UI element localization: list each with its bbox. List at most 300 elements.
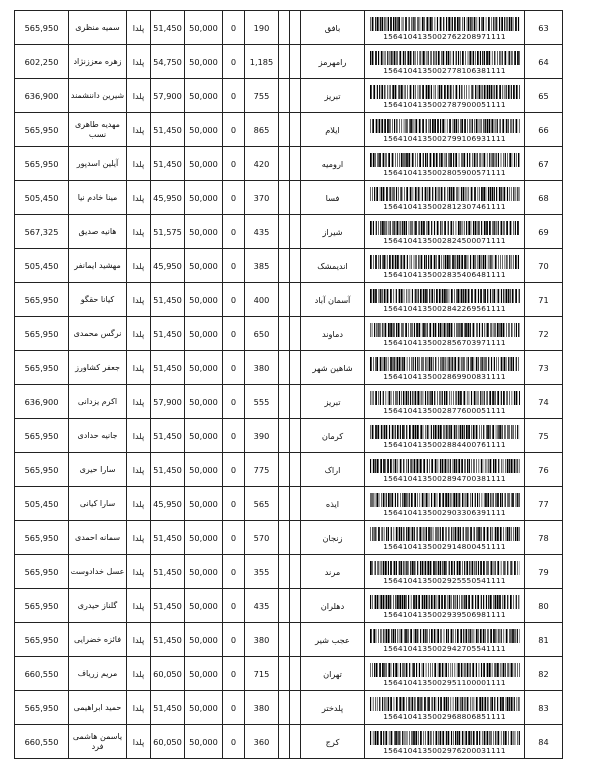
tracking-code-text: 1564104135002951100001111: [383, 678, 506, 687]
weight-cell: 555: [245, 385, 279, 419]
weight-cell: 385: [245, 249, 279, 283]
row-number-cell: 83: [525, 691, 563, 725]
tracking-code-text: 1564104135002942705541111: [383, 644, 506, 653]
zero-cell: 0: [223, 385, 245, 419]
table-row: [15, 589, 563, 623]
recipient-name-cell: اکرم یزدانی: [69, 385, 127, 419]
total-cell: 505,450: [15, 487, 69, 521]
zero-cell: 0: [223, 181, 245, 215]
total-cell: 565,950: [15, 113, 69, 147]
recipient-name-cell: هانیه صدیق: [69, 215, 127, 249]
amount-cell: 51,450: [151, 351, 185, 385]
amount-cell: 51,450: [151, 113, 185, 147]
total-cell: 636,900: [15, 385, 69, 419]
city-cell: تبریز: [301, 79, 365, 113]
tracking-code-cell: [365, 589, 525, 623]
tracking-code-text: 1564104135002884400761111: [383, 440, 506, 449]
base-fee-cell: 50,000: [185, 725, 223, 759]
zero-cell: 0: [223, 453, 245, 487]
table-row: [15, 555, 563, 589]
amount-cell: 51,450: [151, 521, 185, 555]
empty-cell: [279, 317, 290, 351]
empty-cell: [290, 589, 301, 623]
row-number-cell: 78: [525, 521, 563, 555]
amount-cell: 51,450: [151, 283, 185, 317]
empty-cell: [290, 657, 301, 691]
tracking-code-text: 1564104135002824500071111: [383, 236, 506, 245]
tracking-code-cell: [365, 521, 525, 555]
barcode-graphic: [370, 119, 520, 133]
total-cell: 567,325: [15, 215, 69, 249]
city-cell: کرمان: [301, 419, 365, 453]
zero-cell: 0: [223, 249, 245, 283]
tracking-code-cell: [365, 487, 525, 521]
amount-cell: 51,450: [151, 555, 185, 589]
empty-cell: [290, 623, 301, 657]
service-type-cell: پلدا: [127, 283, 151, 317]
zero-cell: 0: [223, 113, 245, 147]
weight-cell: 400: [245, 283, 279, 317]
city-cell: مرند: [301, 555, 365, 589]
tracking-code-cell: [365, 249, 525, 283]
tracking-code-cell: [365, 181, 525, 215]
empty-cell: [279, 589, 290, 623]
service-type-cell: پلدا: [127, 215, 151, 249]
weight-cell: 435: [245, 589, 279, 623]
service-type-cell: پلدا: [127, 11, 151, 45]
recipient-name-cell: مهدیه طاهری نسب: [69, 113, 127, 147]
service-type-cell: پلدا: [127, 181, 151, 215]
total-cell: 565,950: [15, 11, 69, 45]
amount-cell: 51,575: [151, 215, 185, 249]
table-row: [15, 317, 563, 351]
city-cell: ایذه: [301, 487, 365, 521]
weight-cell: 420: [245, 147, 279, 181]
amount-cell: 51,450: [151, 11, 185, 45]
weight-cell: 570: [245, 521, 279, 555]
tracking-code-text: 1564104135002894700381111: [383, 474, 506, 483]
table-row: [15, 725, 563, 759]
empty-cell: [290, 385, 301, 419]
barcode-graphic: [370, 663, 520, 677]
total-cell: 565,950: [15, 555, 69, 589]
empty-cell: [290, 351, 301, 385]
table-row: [15, 453, 563, 487]
barcode-graphic: [370, 255, 520, 269]
table-row: [15, 215, 563, 249]
base-fee-cell: 50,000: [185, 419, 223, 453]
empty-cell: [279, 351, 290, 385]
weight-cell: 380: [245, 351, 279, 385]
weight-cell: 435: [245, 215, 279, 249]
recipient-name-cell: شیرین داننشمند: [69, 79, 127, 113]
weight-cell: 355: [245, 555, 279, 589]
barcode-graphic: [370, 391, 520, 405]
row-number-cell: 72: [525, 317, 563, 351]
amount-cell: 51,450: [151, 589, 185, 623]
service-type-cell: پلدا: [127, 147, 151, 181]
barcode-graphic: [370, 85, 520, 99]
row-number-cell: 74: [525, 385, 563, 419]
service-type-cell: پلدا: [127, 589, 151, 623]
empty-cell: [290, 725, 301, 759]
empty-cell: [279, 419, 290, 453]
tracking-code-cell: [365, 11, 525, 45]
zero-cell: 0: [223, 419, 245, 453]
recipient-name-cell: حمید ابراهیمی: [69, 691, 127, 725]
row-number-cell: 76: [525, 453, 563, 487]
total-cell: 565,950: [15, 147, 69, 181]
empty-cell: [290, 521, 301, 555]
base-fee-cell: 50,000: [185, 181, 223, 215]
amount-cell: 45,950: [151, 181, 185, 215]
tracking-code-text: 1564104135002842269561111: [383, 304, 506, 313]
zero-cell: 0: [223, 79, 245, 113]
tracking-code-cell: [365, 351, 525, 385]
base-fee-cell: 50,000: [185, 691, 223, 725]
tracking-code-text: 1564104135002877600051111: [383, 406, 506, 415]
empty-cell: [290, 487, 301, 521]
barcode-graphic: [370, 595, 520, 609]
amount-cell: 45,950: [151, 487, 185, 521]
recipient-name-cell: نرگس محمدی: [69, 317, 127, 351]
table-row: [15, 181, 563, 215]
zero-cell: 0: [223, 147, 245, 181]
weight-cell: 380: [245, 623, 279, 657]
recipient-name-cell: عسل خدادوست: [69, 555, 127, 589]
service-type-cell: پلدا: [127, 691, 151, 725]
weight-cell: 755: [245, 79, 279, 113]
tracking-code-cell: [365, 45, 525, 79]
barcode-graphic: [370, 527, 520, 541]
city-cell: آسمان آباد: [301, 283, 365, 317]
row-number-cell: 65: [525, 79, 563, 113]
barcode-graphic: [370, 459, 520, 473]
tracking-code-cell: [365, 453, 525, 487]
recipient-name-cell: مهشید ایمانفر: [69, 249, 127, 283]
zero-cell: 0: [223, 283, 245, 317]
empty-cell: [279, 147, 290, 181]
base-fee-cell: 50,000: [185, 11, 223, 45]
barcode-graphic: [370, 323, 520, 337]
tracking-code-text: 1564104135002787900051111: [383, 100, 506, 109]
service-type-cell: پلدا: [127, 113, 151, 147]
tracking-code-text: 1564104135002812307461111: [383, 202, 506, 211]
service-type-cell: پلدا: [127, 487, 151, 521]
row-number-cell: 67: [525, 147, 563, 181]
zero-cell: 0: [223, 45, 245, 79]
total-cell: 660,550: [15, 657, 69, 691]
empty-cell: [279, 555, 290, 589]
row-number-cell: 68: [525, 181, 563, 215]
recipient-name-cell: فائزه خضرایی: [69, 623, 127, 657]
row-number-cell: 70: [525, 249, 563, 283]
row-number-cell: 64: [525, 45, 563, 79]
recipient-name-cell: سارا حیری: [69, 453, 127, 487]
empty-cell: [279, 521, 290, 555]
amount-cell: 60,050: [151, 725, 185, 759]
base-fee-cell: 50,000: [185, 113, 223, 147]
empty-cell: [290, 453, 301, 487]
total-cell: 660,550: [15, 725, 69, 759]
row-number-cell: 82: [525, 657, 563, 691]
barcode-graphic: [370, 289, 520, 303]
weight-cell: 775: [245, 453, 279, 487]
city-cell: دماوند: [301, 317, 365, 351]
service-type-cell: پلدا: [127, 351, 151, 385]
zero-cell: 0: [223, 657, 245, 691]
empty-cell: [290, 283, 301, 317]
service-type-cell: پلدا: [127, 555, 151, 589]
row-number-cell: 69: [525, 215, 563, 249]
city-cell: کرج: [301, 725, 365, 759]
city-cell: فسا: [301, 181, 365, 215]
row-number-cell: 84: [525, 725, 563, 759]
city-cell: اندیمشک: [301, 249, 365, 283]
barcode-graphic: [370, 17, 520, 31]
empty-cell: [279, 691, 290, 725]
tracking-code-cell: [365, 147, 525, 181]
row-number-cell: 71: [525, 283, 563, 317]
base-fee-cell: 50,000: [185, 249, 223, 283]
empty-cell: [290, 181, 301, 215]
barcode-graphic: [370, 629, 520, 643]
empty-cell: [279, 79, 290, 113]
barcode-graphic: [370, 493, 520, 507]
empty-cell: [279, 249, 290, 283]
total-cell: 565,950: [15, 453, 69, 487]
empty-cell: [279, 623, 290, 657]
zero-cell: 0: [223, 351, 245, 385]
city-cell: ارومیه: [301, 147, 365, 181]
amount-cell: 60,050: [151, 657, 185, 691]
zero-cell: 0: [223, 317, 245, 351]
tracking-code-text: 1564104135002835406481111: [383, 270, 506, 279]
table-row: [15, 351, 563, 385]
base-fee-cell: 50,000: [185, 521, 223, 555]
total-cell: 505,450: [15, 181, 69, 215]
city-cell: رامهرمز: [301, 45, 365, 79]
base-fee-cell: 50,000: [185, 79, 223, 113]
amount-cell: 57,900: [151, 385, 185, 419]
table-row: [15, 283, 563, 317]
recipient-name-cell: گلناز حیدری: [69, 589, 127, 623]
total-cell: 602,250: [15, 45, 69, 79]
tracking-code-text: 1564104135002939506981111: [383, 610, 506, 619]
city-cell: دهلران: [301, 589, 365, 623]
tracking-code-text: 1564104135002762208971111: [383, 32, 506, 41]
city-cell: تبریز: [301, 385, 365, 419]
tracking-code-text: 1564104135002976200031111: [383, 746, 506, 755]
base-fee-cell: 50,000: [185, 657, 223, 691]
base-fee-cell: 50,000: [185, 283, 223, 317]
total-cell: 565,950: [15, 419, 69, 453]
tracking-code-cell: [365, 555, 525, 589]
base-fee-cell: 50,000: [185, 487, 223, 521]
empty-cell: [279, 45, 290, 79]
recipient-name-cell: جانیه حدادی: [69, 419, 127, 453]
barcode-graphic: [370, 697, 520, 711]
recipient-name-cell: آیلین اسدپور: [69, 147, 127, 181]
tracking-code-cell: [365, 623, 525, 657]
table-row: [15, 521, 563, 555]
base-fee-cell: 50,000: [185, 555, 223, 589]
shipments-table: [14, 10, 563, 759]
row-number-cell: 81: [525, 623, 563, 657]
base-fee-cell: 50,000: [185, 147, 223, 181]
empty-cell: [290, 113, 301, 147]
service-type-cell: پلدا: [127, 453, 151, 487]
empty-cell: [290, 419, 301, 453]
amount-cell: 51,450: [151, 453, 185, 487]
empty-cell: [290, 249, 301, 283]
empty-cell: [290, 555, 301, 589]
empty-cell: [290, 691, 301, 725]
city-cell: شاهین شهر: [301, 351, 365, 385]
barcode-graphic: [370, 221, 520, 235]
amount-cell: 54,750: [151, 45, 185, 79]
row-number-cell: 73: [525, 351, 563, 385]
empty-cell: [279, 385, 290, 419]
empty-cell: [279, 487, 290, 521]
tracking-code-text: 1564104135002914800451111: [383, 542, 506, 551]
row-number-cell: 75: [525, 419, 563, 453]
base-fee-cell: 50,000: [185, 623, 223, 657]
tracking-code-text: 1564104135002925550541111: [383, 576, 506, 585]
amount-cell: 51,450: [151, 419, 185, 453]
barcode-graphic: [370, 731, 520, 745]
amount-cell: 51,450: [151, 691, 185, 725]
barcode-graphic: [370, 561, 520, 575]
service-type-cell: پلدا: [127, 725, 151, 759]
base-fee-cell: 50,000: [185, 317, 223, 351]
barcode-graphic: [370, 425, 520, 439]
empty-cell: [279, 453, 290, 487]
city-cell: اراک: [301, 453, 365, 487]
city-cell: بافق: [301, 11, 365, 45]
table-row: [15, 11, 563, 45]
amount-cell: 51,450: [151, 317, 185, 351]
weight-cell: 370: [245, 181, 279, 215]
row-number-cell: 63: [525, 11, 563, 45]
weight-cell: 715: [245, 657, 279, 691]
tracking-code-text: 1564104135002869900831111: [383, 372, 506, 381]
base-fee-cell: 50,000: [185, 453, 223, 487]
empty-cell: [290, 11, 301, 45]
weight-cell: 380: [245, 691, 279, 725]
total-cell: 565,950: [15, 521, 69, 555]
city-cell: ایلام: [301, 113, 365, 147]
weight-cell: 865: [245, 113, 279, 147]
service-type-cell: پلدا: [127, 249, 151, 283]
tracking-code-cell: [365, 385, 525, 419]
table-body: [15, 11, 563, 759]
zero-cell: 0: [223, 725, 245, 759]
total-cell: 505,450: [15, 249, 69, 283]
barcode-graphic: [370, 187, 520, 201]
city-cell: زنجان: [301, 521, 365, 555]
weight-cell: 390: [245, 419, 279, 453]
amount-cell: 51,450: [151, 623, 185, 657]
empty-cell: [290, 215, 301, 249]
city-cell: پلدختر: [301, 691, 365, 725]
row-number-cell: 79: [525, 555, 563, 589]
zero-cell: 0: [223, 691, 245, 725]
tracking-code-cell: [365, 725, 525, 759]
base-fee-cell: 50,000: [185, 351, 223, 385]
empty-cell: [290, 45, 301, 79]
weight-cell: 190: [245, 11, 279, 45]
tracking-code-cell: [365, 657, 525, 691]
empty-cell: [279, 11, 290, 45]
table-row: [15, 385, 563, 419]
weight-cell: 650: [245, 317, 279, 351]
zero-cell: 0: [223, 555, 245, 589]
base-fee-cell: 50,000: [185, 589, 223, 623]
total-cell: 565,950: [15, 351, 69, 385]
total-cell: 565,950: [15, 317, 69, 351]
table-row: [15, 487, 563, 521]
tracking-code-cell: [365, 317, 525, 351]
service-type-cell: پلدا: [127, 419, 151, 453]
table-row: [15, 79, 563, 113]
recipient-name-cell: یاسمن هاشمی فرد: [69, 725, 127, 759]
service-type-cell: پلدا: [127, 385, 151, 419]
zero-cell: 0: [223, 521, 245, 555]
empty-cell: [290, 79, 301, 113]
weight-cell: 1,185: [245, 45, 279, 79]
zero-cell: 0: [223, 589, 245, 623]
tracking-code-text: 1564104135002778106381111: [383, 66, 506, 75]
service-type-cell: پلدا: [127, 79, 151, 113]
total-cell: 565,950: [15, 283, 69, 317]
tracking-code-text: 1564104135002856703971111: [383, 338, 506, 347]
amount-cell: 45,950: [151, 249, 185, 283]
weight-cell: 360: [245, 725, 279, 759]
empty-cell: [279, 113, 290, 147]
empty-cell: [279, 657, 290, 691]
table-row: [15, 623, 563, 657]
row-number-cell: 77: [525, 487, 563, 521]
recipient-name-cell: سارا کیانی: [69, 487, 127, 521]
tracking-code-text: 1564104135002805900571111: [383, 168, 506, 177]
total-cell: 565,950: [15, 589, 69, 623]
table-row: [15, 657, 563, 691]
recipient-name-cell: سمیه منظری: [69, 11, 127, 45]
tracking-code-text: 1564104135002968806851111: [383, 712, 506, 721]
base-fee-cell: 50,000: [185, 385, 223, 419]
row-number-cell: 80: [525, 589, 563, 623]
amount-cell: 57,900: [151, 79, 185, 113]
table-row: [15, 147, 563, 181]
empty-cell: [279, 215, 290, 249]
recipient-name-cell: زهره معززنژاد: [69, 45, 127, 79]
table-row: [15, 419, 563, 453]
total-cell: 565,950: [15, 691, 69, 725]
base-fee-cell: 50,000: [185, 215, 223, 249]
recipient-name-cell: سمانه احمدی: [69, 521, 127, 555]
table-row: [15, 113, 563, 147]
tracking-code-cell: [365, 419, 525, 453]
empty-cell: [279, 283, 290, 317]
empty-cell: [290, 147, 301, 181]
service-type-cell: پلدا: [127, 45, 151, 79]
recipient-name-cell: کیانا حقگو: [69, 283, 127, 317]
weight-cell: 565: [245, 487, 279, 521]
empty-cell: [279, 725, 290, 759]
zero-cell: 0: [223, 215, 245, 249]
total-cell: 636,900: [15, 79, 69, 113]
